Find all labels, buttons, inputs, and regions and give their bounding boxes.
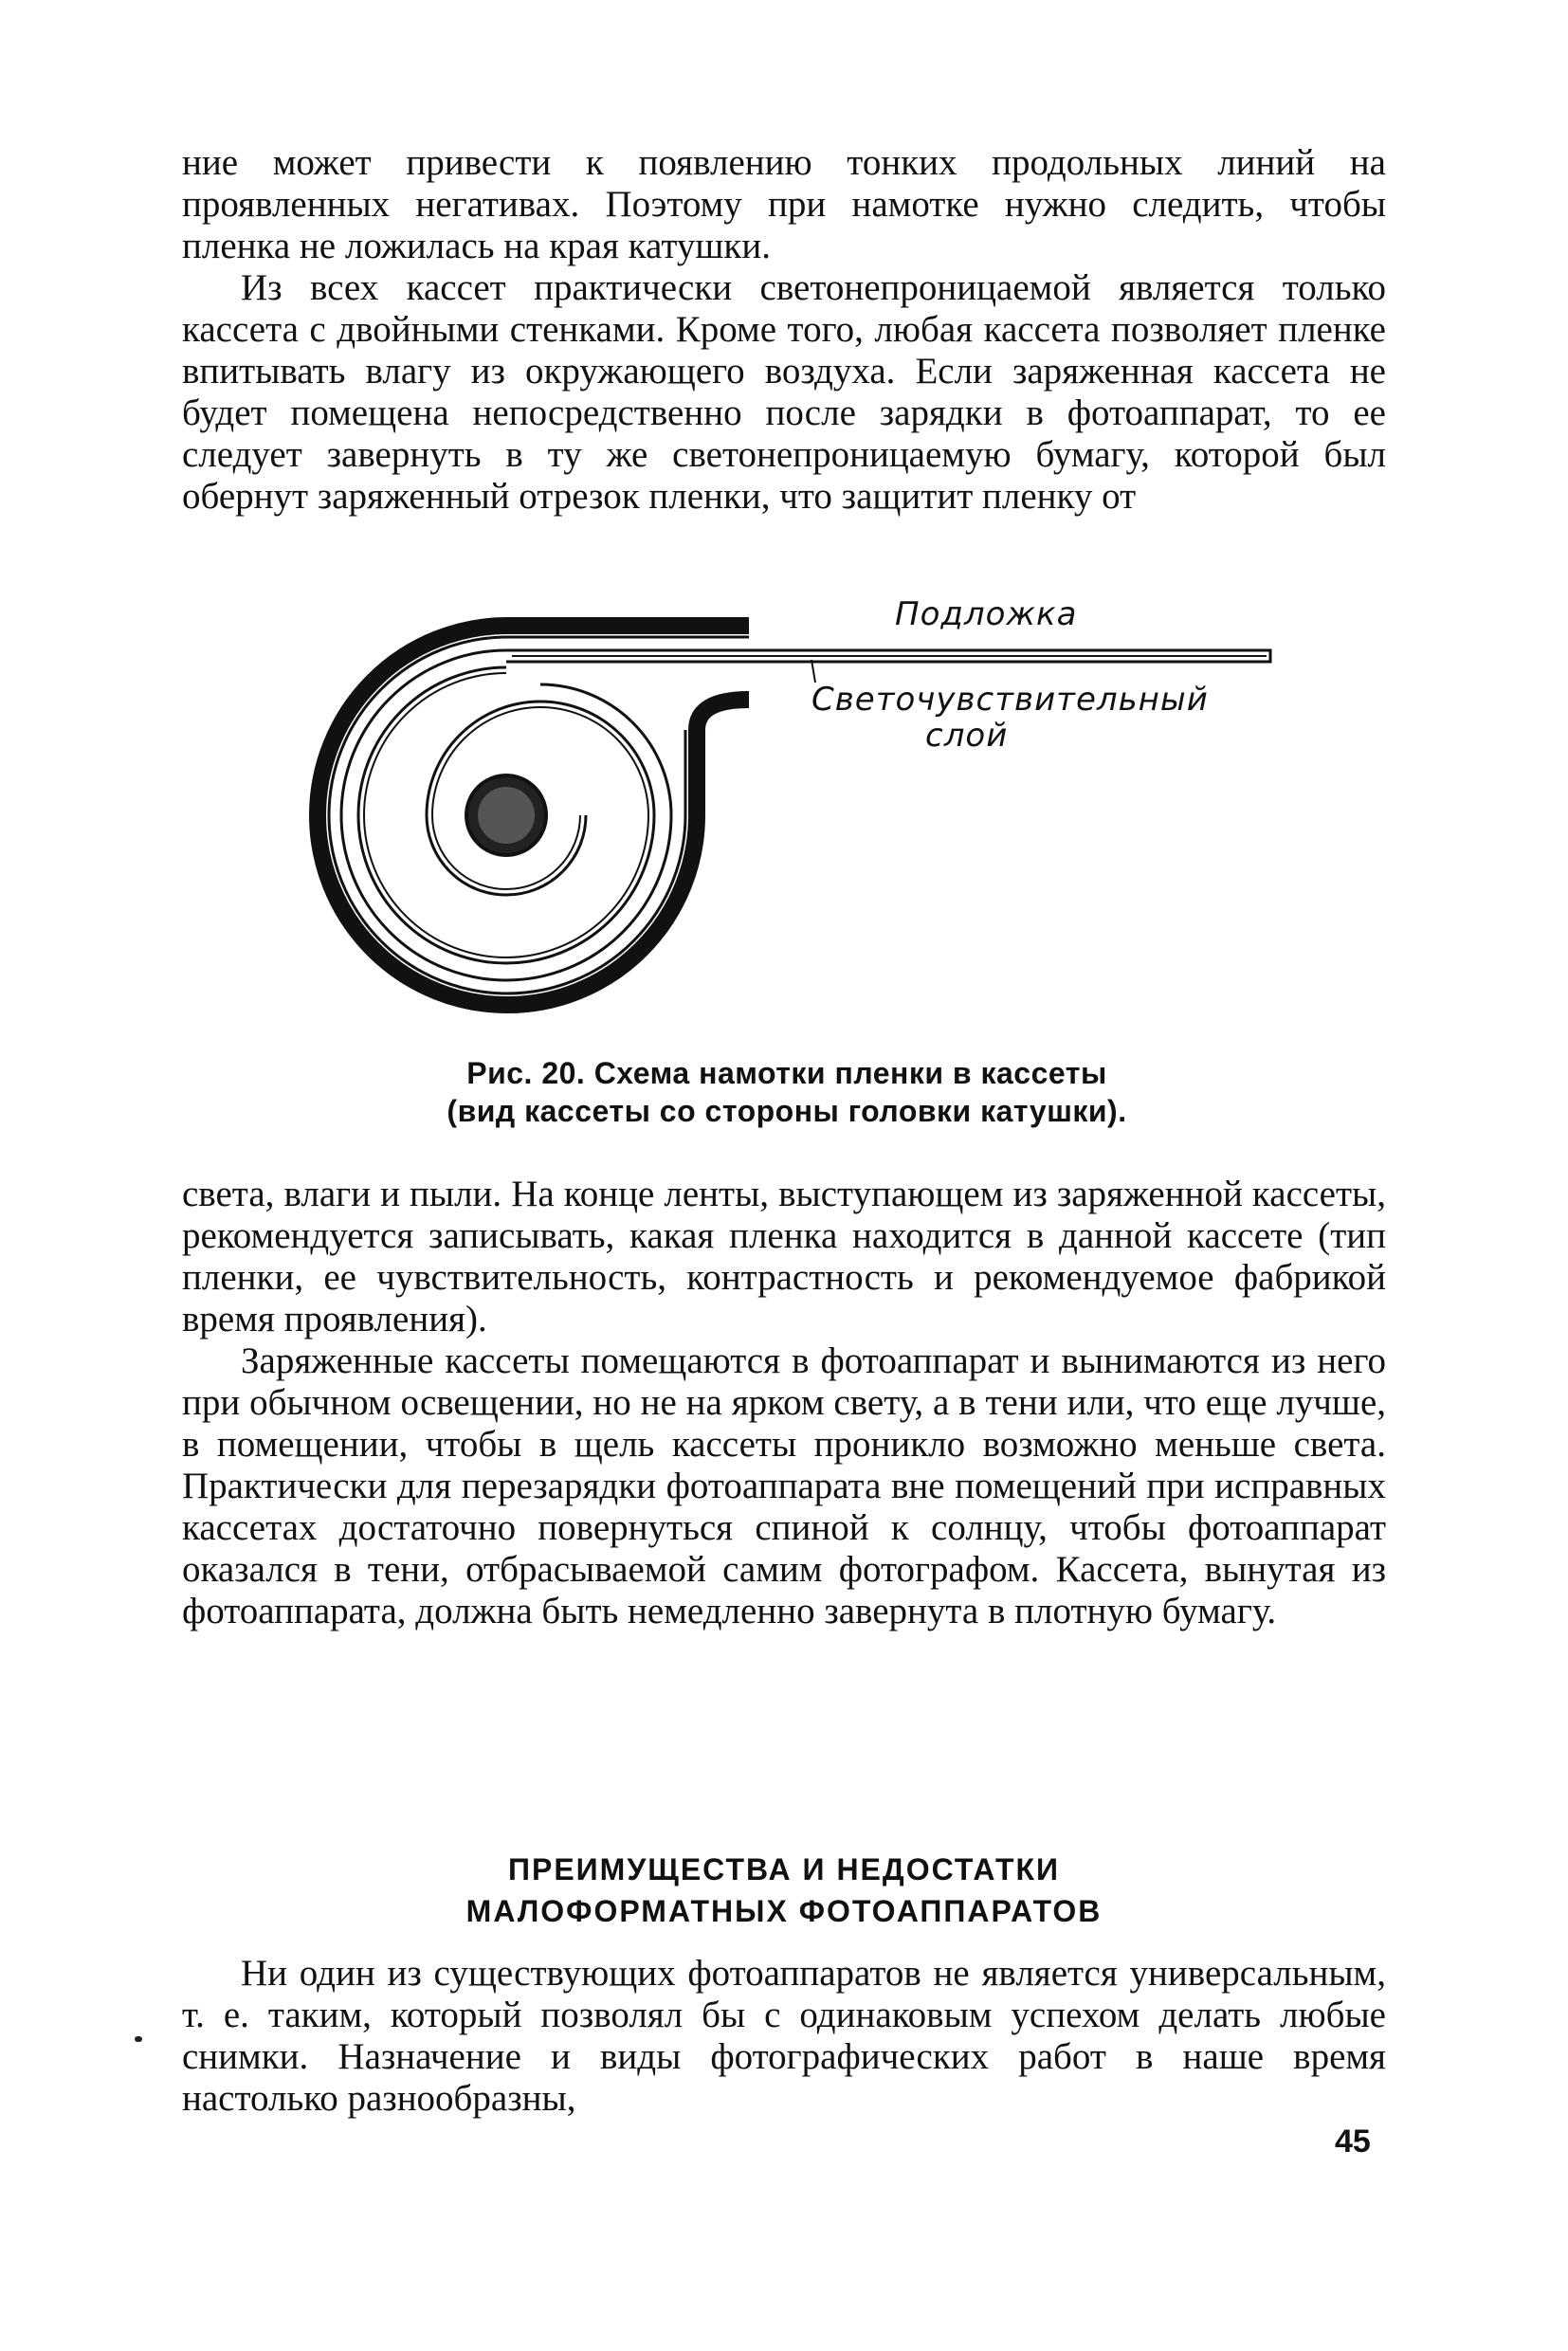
- heading-line2: МАЛОФОРМАТНЫХ ФОТОАППАРАТОВ: [465, 1894, 1103, 1928]
- substrate-label: Подложка: [895, 595, 1078, 633]
- spool-core-texture: [478, 787, 535, 844]
- paragraph: Заряженные кассеты помещаются в фотоаппарат и вынимаются из него при обычном освещении, но не на ярком свету, а в тени или, что еще лучше, в помещении, чтобы в щель кассеты проникло возможно меньше света. Практически для перезарядки фотоаппарата вне помещений при исправных кассетах достаточно повернуться спиной к солнцу, чтобы фотоаппарат оказался в тени, отбрасываемой самим фотографом. Кассета, вынутая из фотоаппарата, должна быть немедленно завернута в плотную бумагу.: [182, 1340, 1386, 1631]
- film-spiral-diagram: [284, 588, 1299, 1043]
- emulsion-label-line2: слой: [925, 717, 1009, 755]
- emulsion-label-line1: Светочувствительный: [811, 681, 1209, 719]
- page-number: 45: [1335, 2123, 1371, 2160]
- section-heading: [182, 1849, 1386, 1932]
- top-text-block: [182, 142, 1386, 518]
- figure-caption: [284, 1054, 1289, 1130]
- bottom-text-block: [182, 1953, 1386, 2120]
- caption-line1: Рис. 20. Схема намотки пленки в кассеты: [466, 1056, 1107, 1090]
- margin-mark: [135, 2036, 142, 2042]
- heading-line1: ПРЕИМУЩЕСТВА И НЕДОСТАТКИ: [507, 1852, 1061, 1886]
- cassette-winding-figure: [284, 588, 1299, 1043]
- emulsion-pointer: [811, 660, 815, 683]
- paragraph: Ни один из существующих фотоаппаратов не является универсальным, т. е. таким, который позволял бы с одинаковым успехом делать любые снимки. Назначение и виды фотографических работ в наше время настолько разнообразны,: [182, 1953, 1386, 2119]
- caption-line2: (вид кассеты со стороны головки катушки).: [447, 1094, 1127, 1128]
- middle-text-block: [182, 1174, 1386, 1632]
- paragraph: ние может привести к появлению тонких продольных линий на проявленных негативах. Поэтому при намотке нужно следить, чтобы пленка не ложилась на края катушки.: [182, 142, 1386, 266]
- paragraph: Из всех кассет практически светонепроницаемой является только кассета с двойными стенками. Кроме того, любая кассета позволяет пленке впитывать влагу из окружающего воздуха. Если заряженная кассета не будет помещена непосредственно после зарядки в фотоаппарат, то ее следует завернуть в ту же светонепроницаемую бумагу, которой был обернут заряженный отрезок пленки, что защитит пленку от: [182, 267, 1386, 517]
- paragraph: света, влаги и пыли. На конце ленты, выступающем из заряженной кассеты, рекомендуется записывать, какая пленка находится в данной кассете (тип пленки, ее чувствительность, контрастность и рекомендуемое фабрикой время проявления).: [182, 1174, 1386, 1340]
